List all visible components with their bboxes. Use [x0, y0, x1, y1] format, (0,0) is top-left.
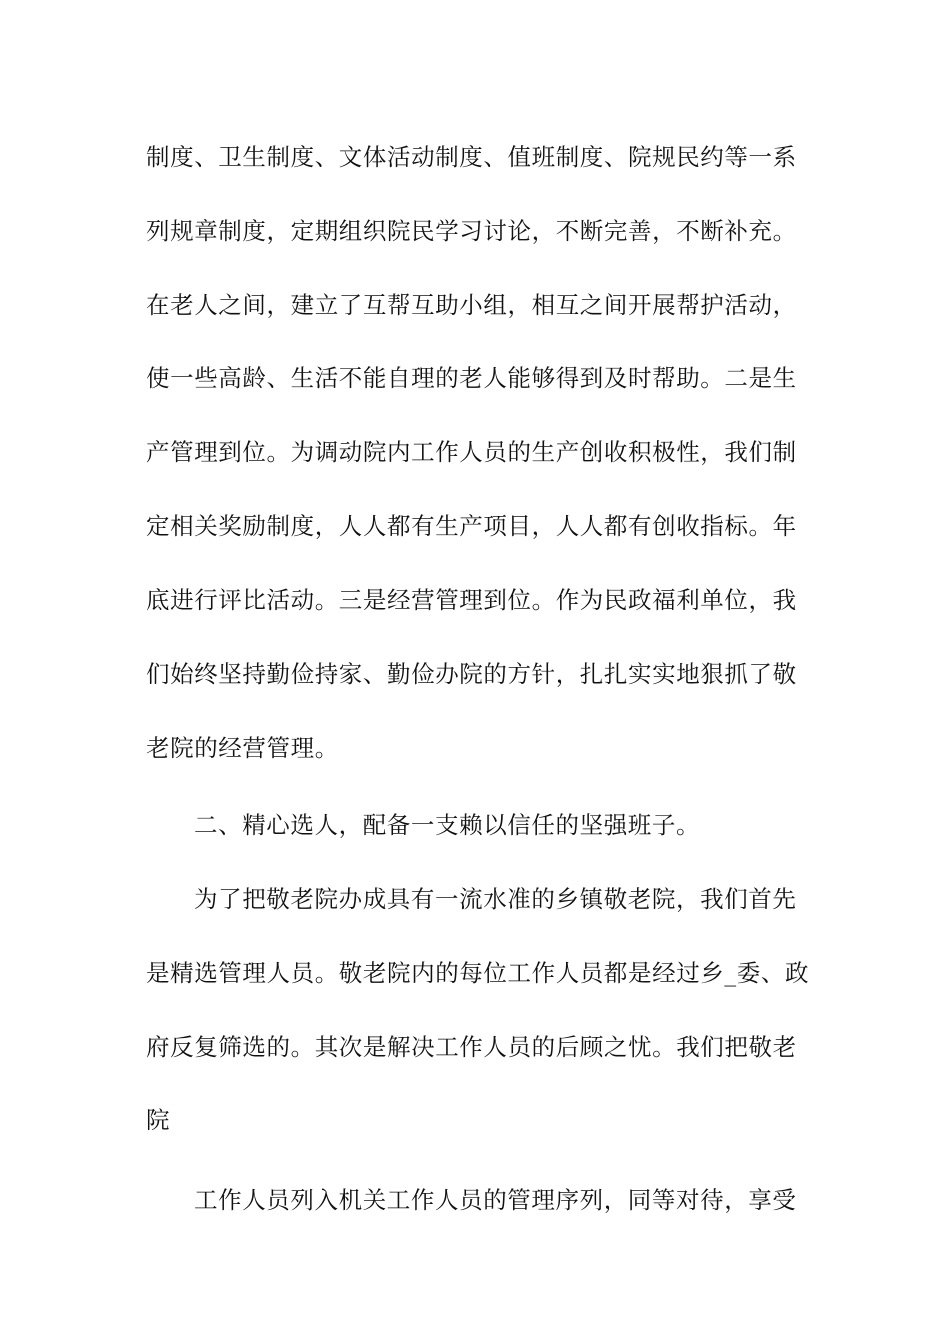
text-line: 定相关奖励制度，人人都有生产项目，人人都有创收指标。年 [146, 512, 797, 540]
text-line: 产管理到位。为调动院内工作人员的生产创收积极性，我们制 [146, 438, 797, 466]
text-line: 是精选管理人员。敬老院内的每位工作人员都是经过乡_委、政 [146, 959, 810, 987]
text-line: 府反复筛选的。其次是解决工作人员的后顾之忧。我们把敬老 [146, 1033, 797, 1061]
text-line: 为了把敬老院办成具有一流水准的乡镇敬老院，我们首先 [194, 885, 797, 913]
text-line: 列规章制度，定期组织院民学习讨论，不断完善，不断补充。 [146, 217, 797, 245]
section-heading: 二、精心选人，配备一支赖以信任的坚强班子。 [194, 811, 701, 839]
text-line: 们始终坚持勤俭持家、勤俭办院的方针，扎扎实实地狠抓了敬 [146, 660, 797, 688]
text-line: 老院的经营管理。 [146, 734, 339, 762]
text-line: 制度、卫生制度、文体活动制度、值班制度、院规民约等一系 [146, 143, 797, 171]
text-line: 底进行评比活动。三是经营管理到位。作为民政福利单位，我 [146, 586, 797, 614]
text-line: 院 [146, 1106, 171, 1134]
text-line: 在老人之间，建立了互帮互助小组，相互之间开展帮护活动， [146, 291, 797, 319]
text-line: 使一些高龄、生活不能自理的老人能够得到及时帮助。二是生 [146, 364, 797, 392]
text-line: 工作人员列入机关工作人员的管理序列，同等对待，享受 [194, 1186, 797, 1214]
